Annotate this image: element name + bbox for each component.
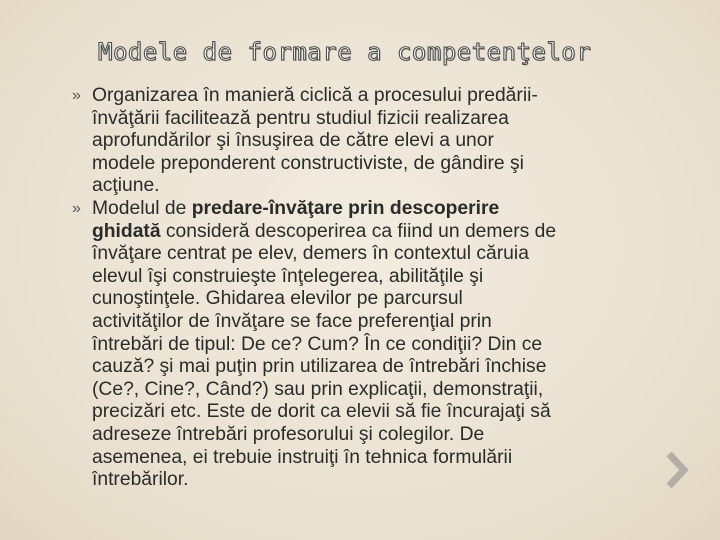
text-line: ghidată consideră descoperirea ca fiind un demers de: [92, 220, 557, 242]
text-line: adreseze întrebări profesorului şi colegilor. De: [92, 423, 485, 445]
slide-title: Modele de formare a competenţelor: [98, 38, 592, 66]
bold-term: ghidată: [92, 220, 161, 242]
bullet-list: [72, 85, 712, 492]
bullet-marker: »: [72, 87, 81, 104]
text-line: Organizarea în manieră ciclică a procesului predării-: [92, 85, 538, 106]
bullet-text: [92, 85, 712, 198]
text-line: asemenea, ei trebuie instruiţi în tehnica formulării: [92, 446, 513, 468]
bullet-item-1: [72, 85, 712, 198]
text-line: învăţare centrat pe elev, demers în contextul căruia: [92, 243, 529, 265]
text-line: modele preponderent constructiviste, de gândire şi: [92, 152, 524, 174]
bullet-marker: »: [72, 199, 81, 217]
text-line: întrebări de tipul: De ce? Cum? În ce condiţii? Din ce: [92, 333, 543, 355]
text-line: (Ce?, Cine?, Când?) sau prin explicaţii, demonstraţii,: [92, 378, 544, 400]
text-line: cunoştinţele. Ghidarea elevilor pe parcursul: [92, 288, 463, 310]
bullet-item-2: [72, 198, 712, 492]
bullet-text: [92, 198, 712, 492]
text-line: cauză? şi mai puţin prin utilizarea de întrebări închise: [92, 356, 547, 378]
text-line: precizări etc. Este de dorit ca elevii să fie încurajaţi să: [92, 401, 551, 423]
text-line: aprofundărilor şi însuşirea de către elevi a unor: [92, 130, 494, 152]
text-line: acţiune.: [92, 175, 160, 197]
text-line: Modelul de predare-învăţare prin descoperire: [92, 197, 500, 219]
bold-term: predare-învăţare prin descoperire: [191, 197, 500, 219]
text-line: activităţilor de învăţare se face preferenţial prin: [92, 310, 492, 332]
text-line: întrebărilor.: [92, 469, 189, 491]
text-line: învăţării facilitează pentru studiul fizicii realizarea: [92, 107, 509, 129]
text-line: elevul îşi construieşte înţelegerea, abilităţile şi: [92, 265, 484, 287]
chevron-right-icon[interactable]: [664, 450, 690, 490]
